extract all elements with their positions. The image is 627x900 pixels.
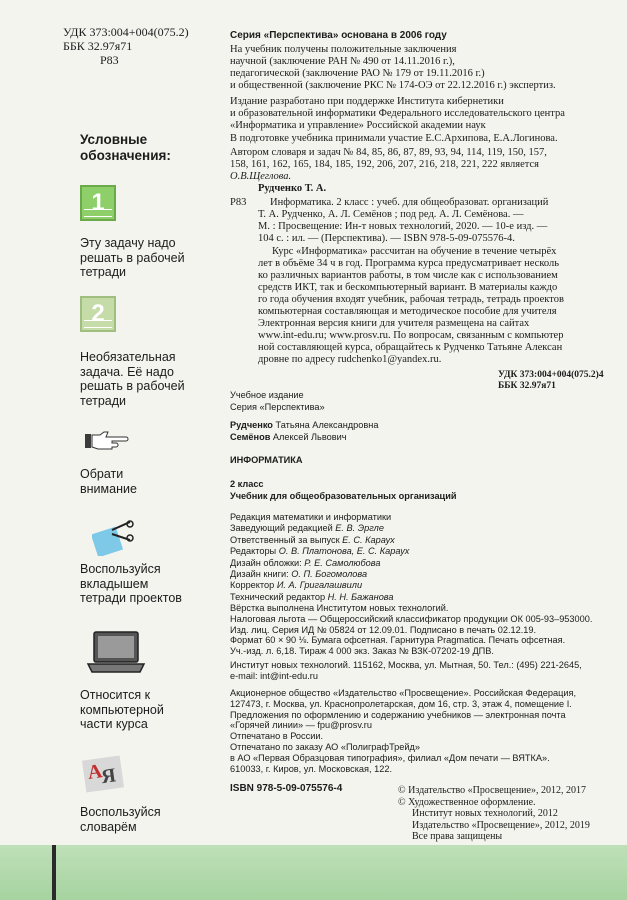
institute-line: e-mail: int@int-edu.ru xyxy=(230,670,318,681)
institute-line-3: «Информатика и управление» Российской академии наук xyxy=(230,120,486,131)
tech-line: Вёрстка выполнена Институтом новых технологий. xyxy=(230,603,449,613)
copyright-line: Все права защищены xyxy=(412,831,503,843)
legend-item-2-label: Необязательная задача. Её надо решать в рабочей тетради xyxy=(80,350,185,408)
staff-line xyxy=(230,592,394,603)
staff-line xyxy=(230,569,367,580)
legend-item-1-label: Эту задачу надо решать в рабочей тетради xyxy=(80,236,185,279)
task-2-icon: 2 xyxy=(80,296,116,332)
legend-item-5-label: Относится к компьютерной части курса xyxy=(80,688,164,731)
dictionary-icon: А Я xyxy=(82,756,124,793)
bbk-code: ББК 32.97я71 xyxy=(63,39,133,53)
catalog-line-2: Т. А. Рудченко, А. Л. Семёнов ; под ред. А. Л. Семёнова. — xyxy=(258,209,524,220)
staff-role: Дизайн книги: xyxy=(230,569,289,579)
author-note-1: Автором словаря и задач № 84, 85, 86, 87, 89, 93, 94, 114, 119, 150, 157, xyxy=(230,147,547,158)
expertise-line-3: педагогической (заключение РАО № 179 от 19.11.2016 г.) xyxy=(230,68,485,79)
staff-role: Редакторы xyxy=(230,546,277,557)
copyright-line: © Издательство «Просвещение», 2012, 2017 xyxy=(398,785,586,796)
staff-line xyxy=(230,580,362,591)
catalog-line-1: Информатика. 2 класс : учеб. для общеобразоват. организаций xyxy=(270,197,549,208)
author-1: Рудченко Татьяна Александровна xyxy=(230,420,379,430)
catalog-udk: УДК 373:004+004(075.2)4 xyxy=(498,370,604,380)
expertise-line-4: и общественной (заключение РКС № 174-ОЭ от 22.12.2016 г.) экспертиз. xyxy=(230,80,556,91)
pointing-hand-icon xyxy=(84,430,132,452)
institute-line-1: Издание разработано при поддержке Института кибернетики xyxy=(230,96,504,107)
book-subtitle: Учебник для общеобразовательных организаций xyxy=(230,491,457,501)
staff-role: Заведующий редакцией xyxy=(230,523,333,534)
staff-name: Е. В. Эргле xyxy=(335,523,384,534)
annotation-line-2: лет в объёме 34 ч в год. Программа курса предусматривает несколь xyxy=(258,258,560,269)
copyright-line: Издательство «Просвещение», 2012, 2019 xyxy=(412,819,590,831)
staff-role: Редакция математики и информатики xyxy=(230,512,392,522)
staff-line xyxy=(230,535,395,546)
publisher-line: Акционерное общество «Издательство «Просвещение». Российская Федерация, xyxy=(230,688,577,698)
annotation-line-1: Курс «Информатика» рассчитан на обучение в течение четырёх xyxy=(272,246,557,257)
annotation-line-9: ной составляющей курса, обращайтесь к Рудченко Татьяне Алексан xyxy=(258,342,563,353)
author-mark: Р83 xyxy=(100,53,119,67)
staff-name: Р. Е. Самолюбова xyxy=(304,557,381,568)
staff-line xyxy=(230,523,384,534)
annotation-line-6: компьютерная составляющая и методическое пособие для учителя xyxy=(258,306,557,317)
annotation-line-10: дровне по адресу rudchenko1@yandex.ru. xyxy=(258,354,442,365)
staff-line xyxy=(230,546,409,557)
edition-type: Учебное издание xyxy=(230,390,304,400)
catalog-line-3: М. : Просвещение: Ин-т новых технологий, 2020. — 10-е изд. — xyxy=(258,221,548,232)
udk-code: УДК 373:004+004(075.2) xyxy=(63,25,189,39)
legend-item-3-label: Обрати внимание xyxy=(80,467,137,496)
staff-name: И. А. Григалашвили xyxy=(276,580,363,591)
legend-heading: Условные обозначения: xyxy=(80,132,171,163)
scissors-icon xyxy=(92,520,136,556)
publisher-line: Предложения по оформлению и содержанию учебников — электронная почта xyxy=(230,709,566,720)
catalog-bbk: ББК 32.97я71 xyxy=(498,381,556,391)
author-note-3: О.В.Щеглова. xyxy=(230,171,292,182)
institute-line: Институт новых технологий. 115162, Москва, ул. Мытная, 50. Тел.: (495) 221-2645, xyxy=(230,660,582,670)
staff-name: Н. Н. Бажанова xyxy=(327,591,394,602)
book-grade: 2 класс xyxy=(230,479,264,489)
page-edge-line xyxy=(52,845,56,900)
task-1-icon: 1 xyxy=(80,185,116,221)
tech-line: Уч.-изд. л. 6,18. Тираж 4 000 экз. Заказ № ВЗК-07202-19 ДПВ. xyxy=(230,646,494,657)
publisher-line: 127473, г. Москва, ул. Краснопролетарская, дом 16, стр. 3, этаж 4, помещение I. xyxy=(230,698,572,709)
staff-role: Дизайн обложки: xyxy=(230,557,302,568)
copyright-line: © Художественное оформление. xyxy=(398,796,536,808)
tech-line: Изд. лиц. Серия ИД № 05824 от 12.09.01. Подписано в печать 02.12.19. xyxy=(230,624,537,635)
laptop-icon xyxy=(84,628,148,676)
edition-series: Серия «Перспектива» xyxy=(230,402,325,412)
annotation-line-5: го года обучения входят учебник, рабочая тетрадь, тетрадь проектов xyxy=(258,294,564,305)
annotation-line-4: средств ИКТ, так и бескомпьютерный вариант. В материалы каждо xyxy=(258,282,558,293)
tech-line: Налоговая льгота — Общероссийский классификатор продукции ОК 005-93–953000. xyxy=(230,613,593,624)
legend-item-4-label: Воспользуйся вкладышем тетради проектов xyxy=(80,562,182,605)
staff-role: Корректор xyxy=(230,580,275,591)
annotation-line-7: Электронная версия книги для учителя размещена на сайтах xyxy=(258,318,530,329)
copyright-line: Институт новых технологий, 2012 xyxy=(412,808,558,820)
staff-role: Технический редактор xyxy=(230,591,326,602)
printer-line: Отпечатано по заказу АО «ПолиграфТрейд» xyxy=(230,742,421,752)
participation-line: В подготовке учебника принимали участие Е.С.Архипова, Е.А.Логинова. xyxy=(230,133,558,144)
printer-line: в АО «Первая Образцовая типография», филиал «Дом печати — ВЯТКА». xyxy=(230,752,550,763)
staff-name: Е. С. Караух xyxy=(342,534,395,545)
staff-name: О. П. Богомолова xyxy=(291,569,368,579)
staff-role: Ответственный за выпуск xyxy=(230,534,340,545)
isbn: ISBN 978-5-09-075576-4 xyxy=(230,783,343,794)
staff-line xyxy=(230,512,391,523)
author-note-2: 158, 161, 162, 165, 184, 185, 192, 206, 207, 216, 218, 221, 222 является xyxy=(230,159,539,170)
series-line: Серия «Перспектива» основана в 2006 году xyxy=(230,30,447,41)
annotation-line-3: ко различных вариантов работы, в том числе как с использованием xyxy=(258,270,558,281)
annotation-line-8: www.int-edu.ru; www.prosv.ru. По вопросам, связанным с компьютер xyxy=(258,330,564,341)
tech-line: Формат 60 × 90 ⅛. Бумага офсетная. Гарнитура Pragmatica. Печать офсетная. xyxy=(230,635,566,646)
catalog-line-4: 104 с. : ил. — (Перспектива). — ISBN 978-5-09-075576-4. xyxy=(258,233,515,244)
publisher-line: Отпечатано в России. xyxy=(230,731,324,742)
catalog-code: Р83 xyxy=(230,197,247,208)
expertise-line-1: На учебник получены положительные заключения xyxy=(230,44,457,55)
author-2: Семёнов Алексей Львович xyxy=(230,432,347,442)
legend-item-6-label: Воспользуйся словарём xyxy=(80,805,161,834)
book-title: ИНФОРМАТИКА xyxy=(230,455,303,465)
staff-line xyxy=(230,558,380,569)
institute-line-2: и образовательной информатики Федерального исследовательского центра xyxy=(230,108,565,119)
catalog-author: Рудченко Т. А. xyxy=(258,183,327,194)
staff-name: О. В. Платонова, Е. С. Караух xyxy=(278,546,410,557)
printer-line: 610033, г. Киров, ул. Московская, 122. xyxy=(230,763,393,774)
publisher-line: «Горячей линии» — fpu@prosv.ru xyxy=(230,720,372,731)
expertise-line-2: научной (заключение РАН № 490 от 14.11.2016 г.), xyxy=(230,56,455,67)
bottom-color-band xyxy=(0,845,627,900)
